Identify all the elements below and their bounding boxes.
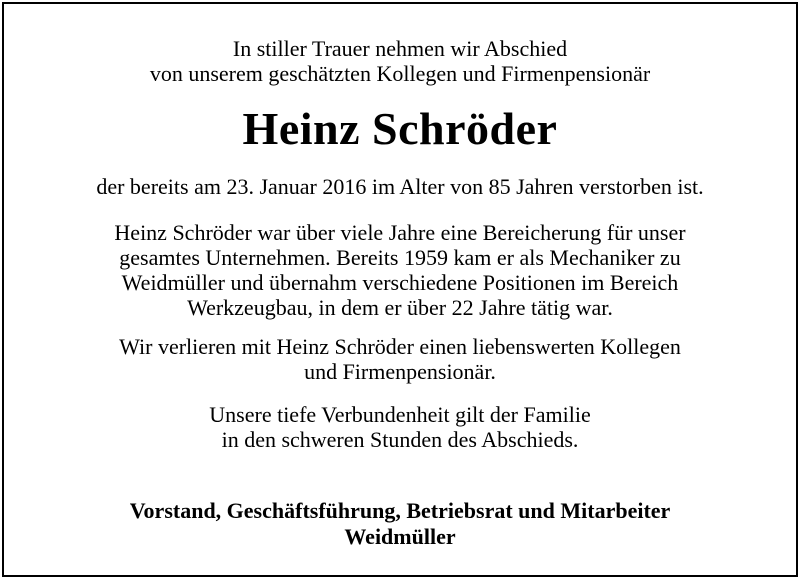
tribute-line-4: Werkzeugbau, in dem er über 22 Jahre tätig war. — [187, 295, 613, 320]
tribute-paragraph — [4, 220, 796, 320]
tribute-line-3: Weidmüller und übernahm verschiedene Positionen im Bereich — [121, 270, 679, 295]
signature-company: Weidmüller — [344, 524, 456, 549]
tribute-line-2: gesamtes Unternehmen. Bereits 1959 kam er als Mechaniker zu — [119, 245, 681, 270]
intro-line-2: von unserem geschätzten Kollegen und Firmenpensionär — [149, 61, 651, 86]
intro-line-1: In stiller Trauer nehmen wir Abschied — [232, 36, 568, 61]
deceased-name: Heinz Schröder — [242, 103, 558, 154]
tribute-line-1: Heinz Schröder war über viele Jahre eine Bereicherung für unser — [114, 220, 686, 245]
loss-paragraph — [4, 334, 796, 384]
loss-line-2: und Firmenpensionär. — [304, 359, 496, 384]
death-date-line: der bereits am 23. Januar 2016 im Alter von 85 Jahren verstorben ist. — [96, 174, 704, 199]
death-date-text — [4, 174, 796, 199]
condolence-paragraph — [4, 402, 796, 452]
condolence-line-2: in den schweren Stunden des Abschieds. — [221, 427, 579, 452]
signature-block — [4, 498, 796, 550]
condolence-line-1: Unsere tiefe Verbundenheit gilt der Familie — [209, 402, 591, 427]
obituary-frame — [2, 2, 798, 577]
loss-line-1: Wir verlieren mit Heinz Schröder einen liebenswerten Kollegen — [119, 334, 681, 359]
intro-text — [4, 36, 796, 86]
signature-line-1: Vorstand, Geschäftsführung, Betriebsrat und Mitarbeiter — [129, 498, 671, 523]
